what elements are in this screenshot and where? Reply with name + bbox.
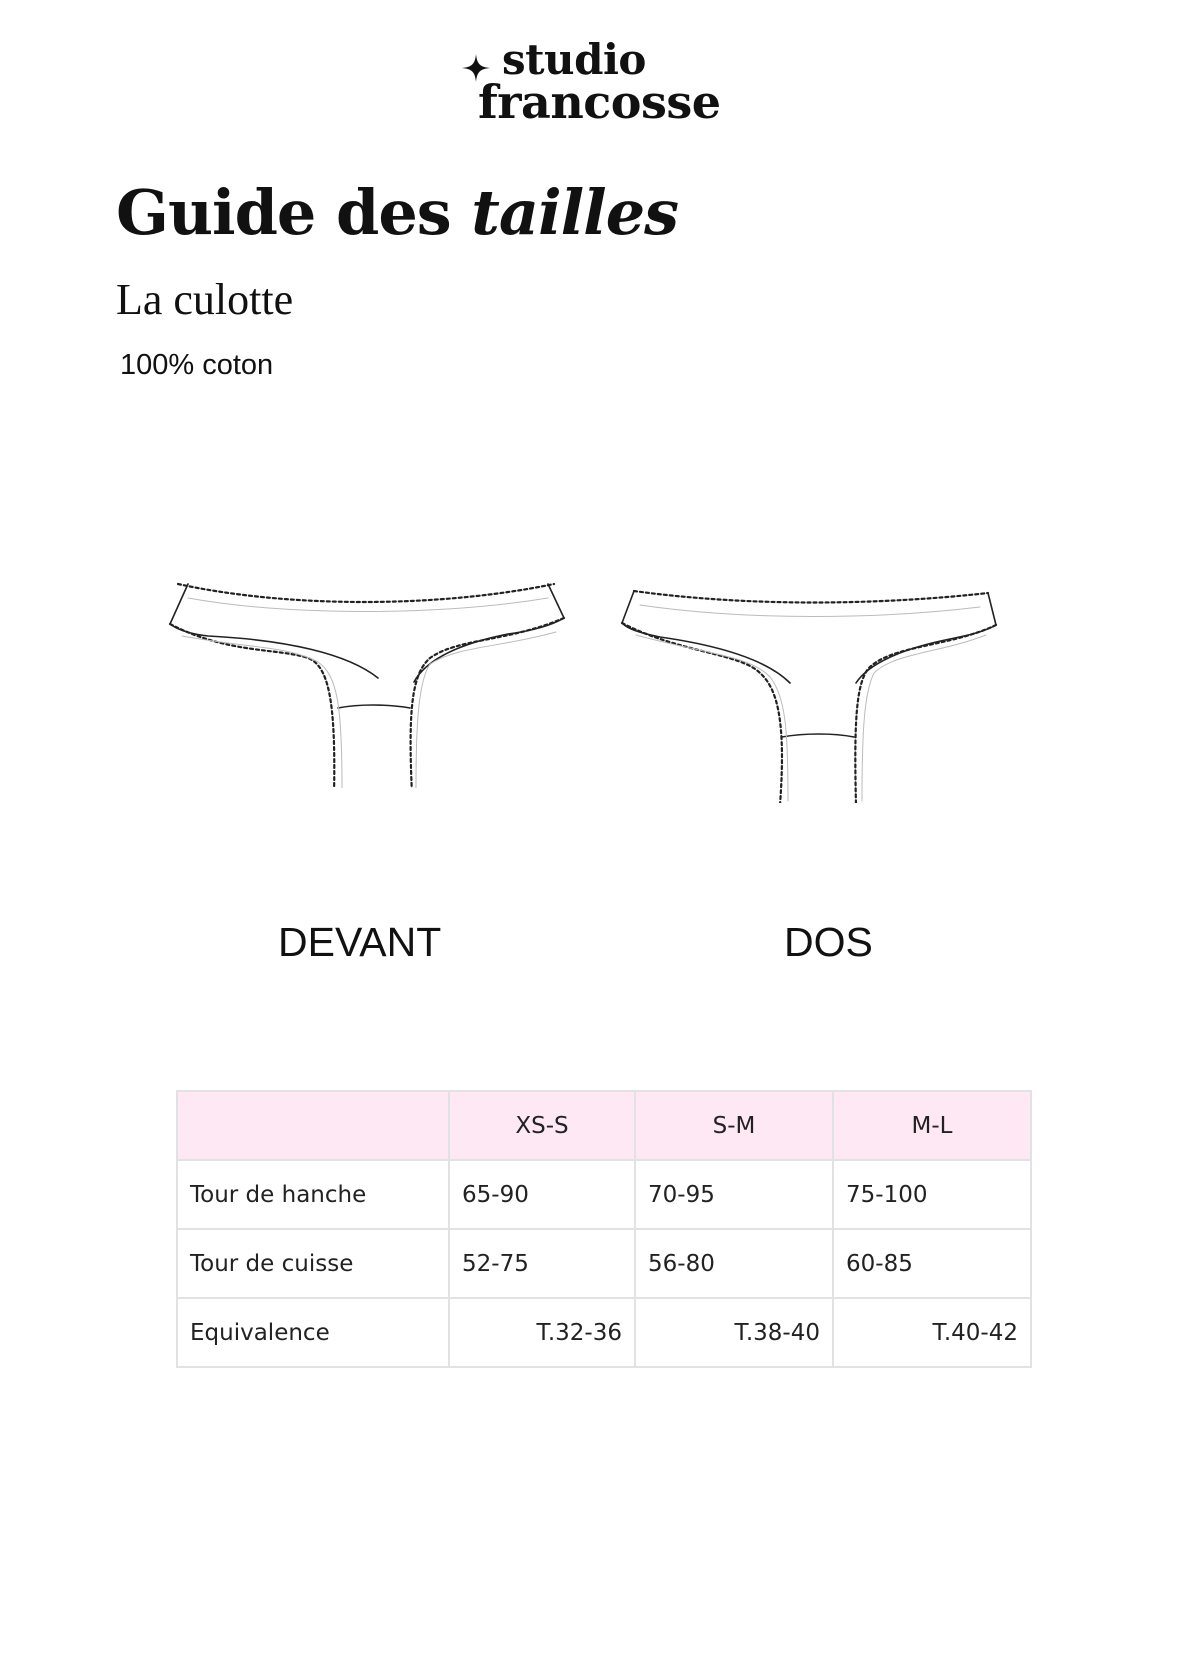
front-view-label: DEVANT [278, 919, 442, 965]
table-row [177, 1160, 1031, 1229]
header-cell-xs-s: XS-S [449, 1091, 635, 1160]
table-cell: T.40-42 [833, 1298, 1031, 1367]
table-cell: T.38-40 [635, 1298, 833, 1367]
front-view-drawing [168, 558, 568, 788]
back-view-drawing [620, 573, 1020, 803]
page-title-main: Guide des [116, 176, 451, 249]
brand-logo [462, 35, 762, 129]
row-label: Tour de cuisse [177, 1229, 449, 1298]
row-label: Equivalence [177, 1298, 449, 1367]
table-row [177, 1229, 1031, 1298]
table-header-row [177, 1091, 1031, 1160]
size-table [176, 1090, 1032, 1368]
page-title-emphasis: tailles [471, 176, 679, 249]
back-view-label: DOS [784, 919, 873, 965]
table-cell: 75-100 [833, 1160, 1031, 1229]
brand-name-line2: francosse [478, 75, 721, 129]
table-cell: 70-95 [635, 1160, 833, 1229]
table-cell: 65-90 [449, 1160, 635, 1229]
table-cell: 60-85 [833, 1229, 1031, 1298]
table-cell: 52-75 [449, 1229, 635, 1298]
page-title [116, 176, 678, 250]
header-cell-s-m: S-M [635, 1091, 833, 1160]
brand-name-line1: studio [502, 35, 646, 84]
table-row [177, 1298, 1031, 1367]
table-cell: 56-80 [635, 1229, 833, 1298]
table-cell: T.32-36 [449, 1298, 635, 1367]
material-composition: 100% coton [120, 349, 274, 381]
header-cell-m-l: M-L [833, 1091, 1031, 1160]
row-label: Tour de hanche [177, 1160, 449, 1229]
header-cell-empty [177, 1091, 449, 1160]
product-name: La culotte [116, 275, 294, 324]
